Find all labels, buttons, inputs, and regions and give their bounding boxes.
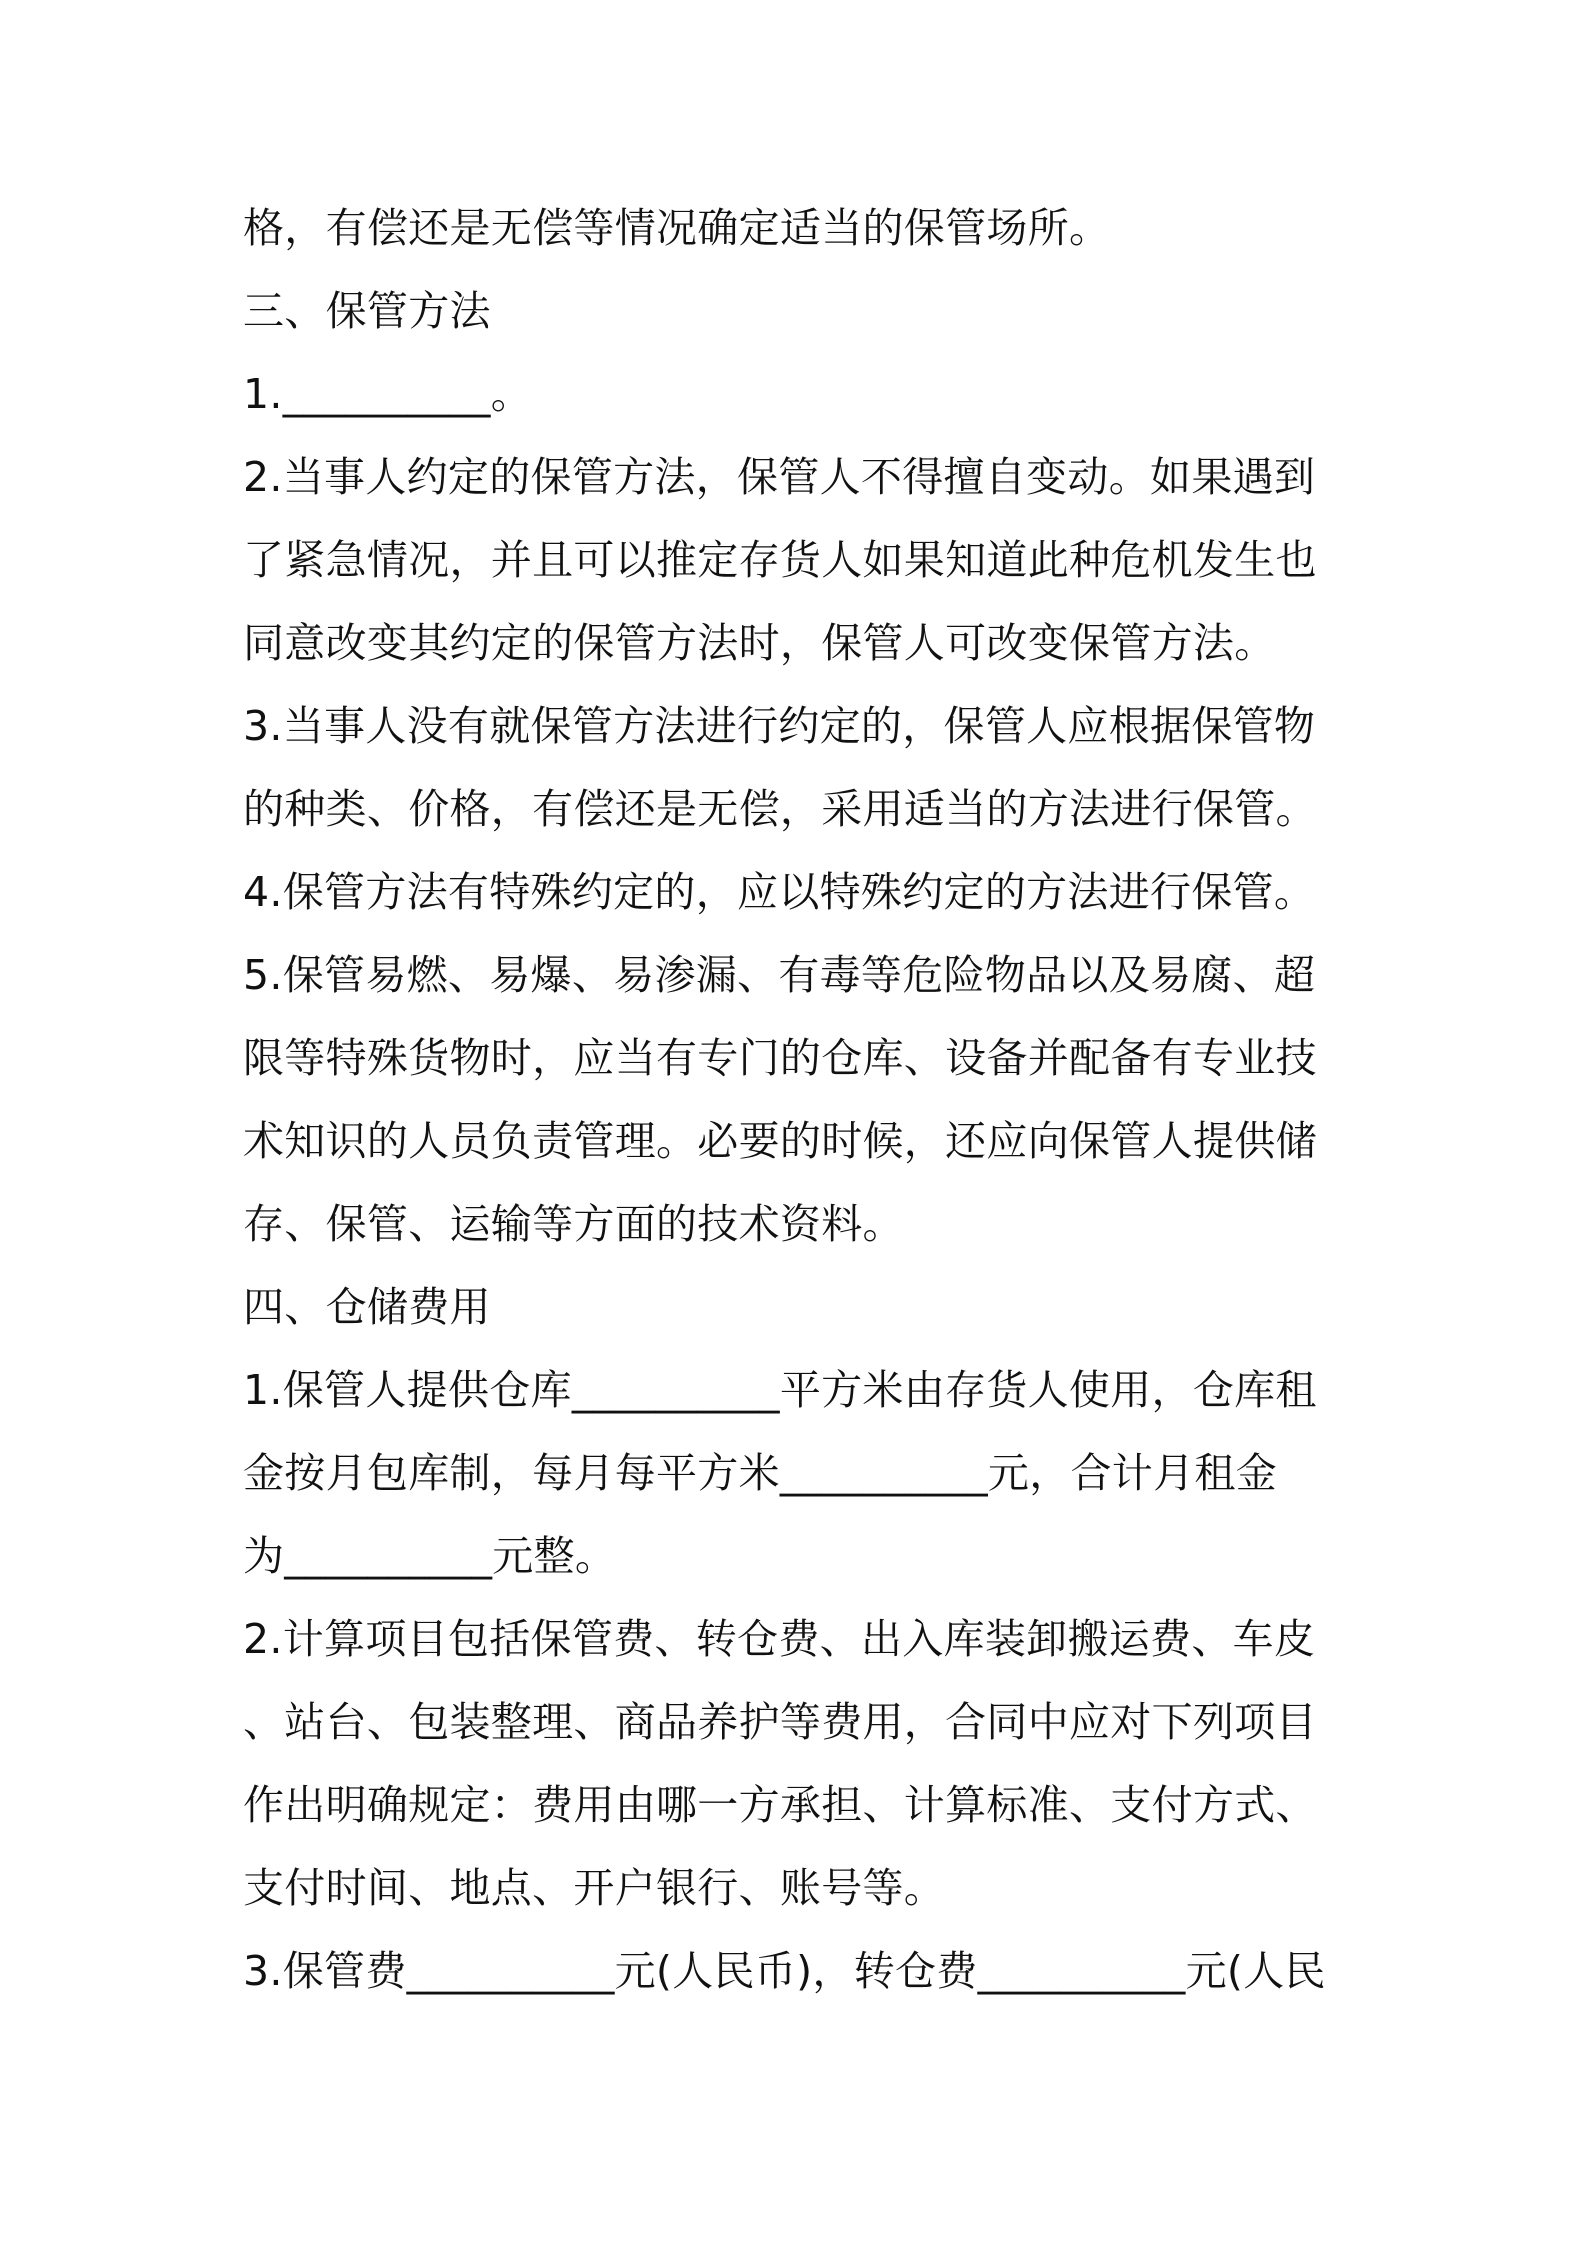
body-text-line: 限等特殊货物时，应当有专门的仓库、设备并配备有专业技 bbox=[243, 1034, 1317, 1082]
body-text-line: 、站台、包装整理、商品养护等费用，合同中应对下列项目 bbox=[243, 1698, 1317, 1746]
body-text-line: 1.__________。 bbox=[243, 370, 533, 418]
body-text-line: 4.保管方法有特殊约定的，应以特殊约定的方法进行保管。 bbox=[243, 868, 1316, 916]
body-text-line: 术知识的人员负责管理。必要的时候，还应向保管人提供储 bbox=[243, 1117, 1317, 1165]
body-text-line: 存、保管、运输等方面的技术资料。 bbox=[243, 1200, 904, 1248]
body-text-line: 为__________元整。 bbox=[243, 1532, 617, 1580]
body-text-line: 的种类、价格，有偿还是无偿，采用适当的方法进行保管。 bbox=[243, 785, 1317, 833]
body-text-line: 5.保管易燃、易爆、易渗漏、有毒等危险物品以及易腐、超 bbox=[243, 951, 1316, 999]
body-text-line: 支付时间、地点、开户银行、账号等。 bbox=[243, 1864, 946, 1912]
body-text-line: 2.计算项目包括保管费、转仓费、出入库装卸搬运费、车皮 bbox=[243, 1615, 1316, 1663]
body-text-line: 3.保管费__________元(人民币)，转仓费__________元(人民 bbox=[243, 1947, 1326, 1995]
body-text-line: 同意改变其约定的保管方法时，保管人可改变保管方法。 bbox=[243, 619, 1276, 667]
body-text-line: 格，有偿还是无偿等情况确定适当的保管场所。 bbox=[243, 204, 1111, 252]
body-text-line: 3.当事人没有就保管方法进行约定的，保管人应根据保管物 bbox=[243, 702, 1316, 750]
body-text-line: 作出明确规定：费用由哪一方承担、计算标准、支付方式、 bbox=[243, 1781, 1317, 1829]
body-text-line: 1.保管人提供仓库__________平方米由存货人使用，仓库租 bbox=[243, 1366, 1317, 1414]
body-text-line: 金按月包库制，每月每平方米__________元，合计月租金 bbox=[243, 1449, 1277, 1497]
body-text-line: 2.当事人约定的保管方法，保管人不得擅自变动。如果遇到 bbox=[243, 453, 1316, 501]
section-heading: 三、保管方法 bbox=[243, 287, 491, 335]
section-heading: 四、仓储费用 bbox=[243, 1283, 491, 1331]
body-text-line: 了紧急情况，并且可以推定存货人如果知道此种危机发生也 bbox=[243, 536, 1317, 584]
